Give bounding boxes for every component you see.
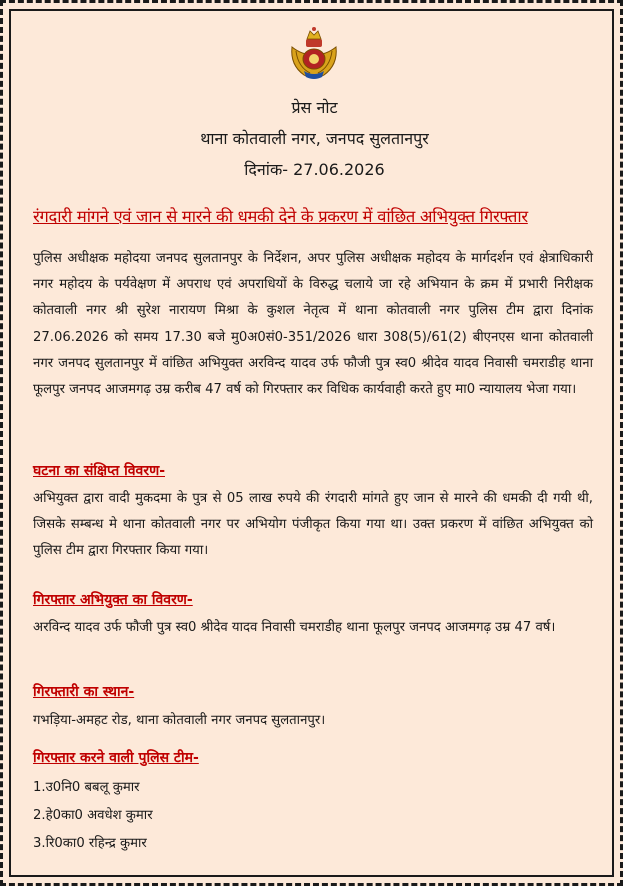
incident-text: अभियुक्त द्वारा वादी मुकदमा के पुत्र से 05 लाख रुपये की रंगदारी मांगते हुए जान से मारने की धमकी दी गयी थी, जिसके सम्बन्ध मे थाना कोतवाली नगर पर अभियोग पंजीकृत किया गया था। उक्त प्रकरण में वांछित अभियुक्त को पुलिस टीम द्वारा गिरफ्तार किया गया। <box>33 491 593 559</box>
team-member: 2.हे0का0 अवधेश कुमार <box>33 808 153 823</box>
accused-heading: गिरफ्तार अभियुक्त का विवरण- <box>33 592 193 608</box>
up-police-emblem-icon <box>286 25 342 83</box>
press-note-subject: रंगदारी मांगने एवं जान से मारने की धमकी देने के प्रकरण में वांछित अभियुक्त गिरफ्तार <box>33 207 528 226</box>
accused-text: अरविन्द यादव उर्फ फौजी पुत्र स्व0 श्रीदेव यादव निवासी चमराडीह थाना फूलपुर जनपद आजमगढ़ उम्र 47 वर्ष। <box>33 620 556 635</box>
intro-paragraph: पुलिस अधीक्षक महोदया जनपद सुलतानपुर के निर्देशन, अपर पुलिस अधीक्षक महोदय के मार्गदर्शन एवं क्षेत्राधिकारी नगर महोदय के पर्यवेक्षण में अपराध एवं अपराधियों के विरुद्ध चलाये जा रहे अभियान के क्रम में प्रभारी निरीक्षक कोतवाली नगर श्री सुरेश नारायण मिश्रा के कुशल नेतृत्व में थाना कोतवाली नगर पुलिस टीम द्वारा दिनांक 27.06.2026 को समय 17.30 बजे मु0अ0सं0-351/2026 धारा 308(5)/61(2) बीएनएस थाना कोतवाली नगर जनपद सुलतानपुर में वांछित अभियुक्त अरविन्द यादव उर्फ फौजी पुत्र स्व0 श्रीदेव यादव निवासी चमराडीह थाना फूलपुर जनपद आजमगढ़ उम्र करीब 47 वर्ष को गिरफ्तार कर विधिक कार्यवाही करते हुए मा0 न्यायालय भेजा गया। <box>33 251 593 398</box>
press-note-title: प्रेस नोट <box>291 98 338 117</box>
police-team-heading: गिरफ्तार करने वाली पुलिस टीम- <box>33 750 199 766</box>
arrest-place-text: गभड़िया-अमहट रोड, थाना कोतवाली नगर जनपद सुलतानपुर। <box>33 713 326 728</box>
press-note-date: दिनांक- 27.06.2026 <box>244 160 385 179</box>
incident-heading: घटना का संक्षिप्त विवरण- <box>33 463 165 479</box>
team-member: 1.उ0नि0 बबलू कुमार <box>33 780 140 795</box>
team-member: 3.रि0का0 रहिन्द्र कुमार <box>33 836 147 851</box>
police-station-name: थाना कोतवाली नगर, जनपद सुलतानपुर <box>200 129 429 148</box>
arrest-place-heading: गिरफ्तारी का स्थान- <box>33 684 135 700</box>
